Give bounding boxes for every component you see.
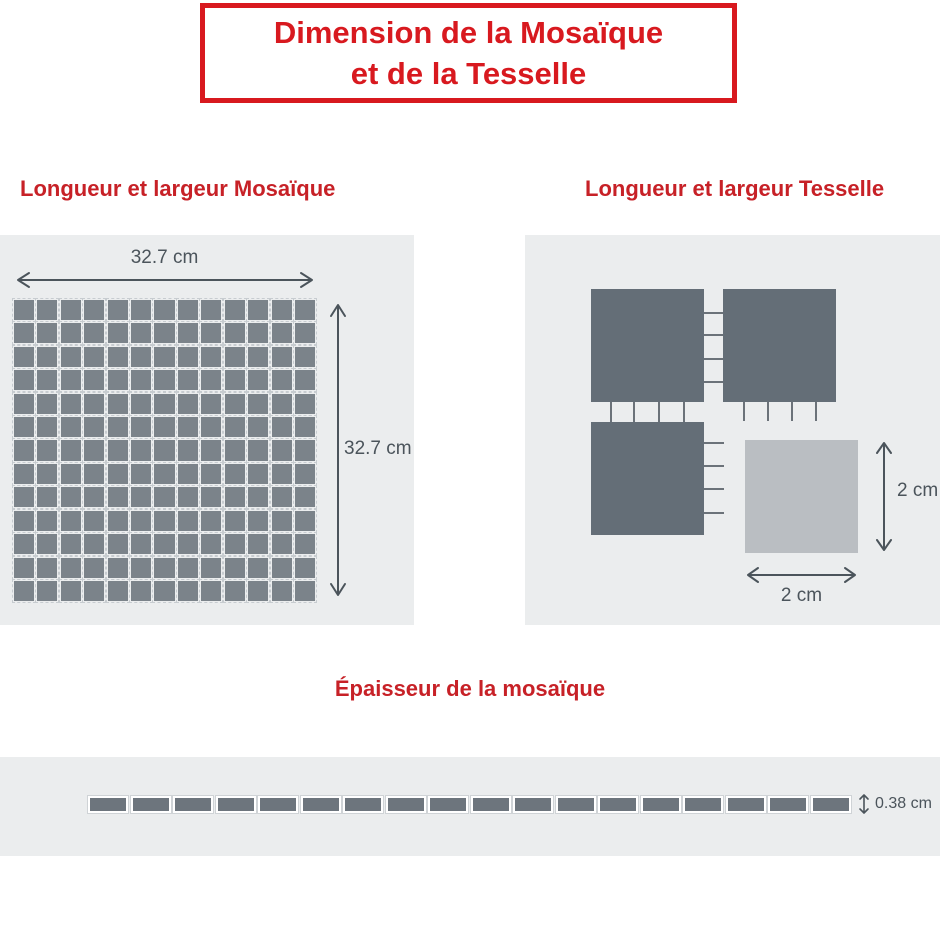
mosaic-cell: [178, 464, 198, 484]
mosaic-cell: [248, 394, 268, 414]
mosaic-cell: [248, 558, 268, 578]
mosaic-cell: [295, 511, 315, 531]
mosaic-cell: [61, 370, 81, 390]
mosaic-width-arrow-icon: [14, 271, 316, 289]
mosaic-cell: [61, 417, 81, 437]
mosaic-cell: [37, 581, 57, 601]
mosaic-cell: [131, 323, 151, 343]
mosaic-cell: [108, 323, 128, 343]
mosaic-cell: [61, 300, 81, 320]
mosaic-cell: [225, 534, 245, 554]
mosaic-cell: [178, 558, 198, 578]
mosaic-cell: [272, 394, 292, 414]
page-title-line2: et de la Tesselle: [350, 56, 587, 91]
grout-tick: [704, 312, 723, 314]
mosaic-cell: [272, 300, 292, 320]
grout-tick: [704, 465, 724, 467]
mosaic-cell: [37, 394, 57, 414]
tessera-width-label: 2 cm: [780, 585, 823, 606]
mosaic-cell: [154, 534, 174, 554]
mosaic-cell: [295, 394, 315, 414]
thickness-strip: [88, 796, 851, 813]
mosaic-cell: [108, 300, 128, 320]
mosaic-cell: [84, 558, 104, 578]
mosaic-cell: [108, 440, 128, 460]
mosaic-cell: [201, 534, 221, 554]
thickness-tile: [301, 796, 341, 813]
mosaic-cell: [84, 394, 104, 414]
mosaic-cell: [84, 487, 104, 507]
mosaic-cell: [272, 581, 292, 601]
mosaic-cell: [108, 511, 128, 531]
mosaic-cell: [154, 581, 174, 601]
thickness-tile: [173, 796, 213, 813]
mosaic-cell: [37, 417, 57, 437]
mosaic-cell: [14, 440, 34, 460]
mosaic-cell: [131, 440, 151, 460]
mosaic-cell: [37, 370, 57, 390]
mosaic-cell: [61, 487, 81, 507]
mosaic-cell: [201, 347, 221, 367]
mosaic-cell: [178, 440, 198, 460]
mosaic-cell: [295, 440, 315, 460]
tessera-tile: [591, 422, 704, 535]
title-box: [200, 3, 737, 103]
tessera-tile: [591, 289, 704, 402]
thickness-tile: [428, 796, 468, 813]
mosaic-cell: [14, 558, 34, 578]
grout-tick: [815, 402, 817, 421]
thickness-tile: [726, 796, 766, 813]
mosaic-cell: [201, 511, 221, 531]
mosaic-cell: [37, 300, 57, 320]
mosaic-cell: [201, 300, 221, 320]
mosaic-cell: [178, 347, 198, 367]
mosaic-cell: [154, 558, 174, 578]
mosaic-cell: [248, 300, 268, 320]
mosaic-cell: [154, 323, 174, 343]
mosaic-cell: [201, 440, 221, 460]
thickness-tile: [343, 796, 383, 813]
grout-tick: [683, 402, 685, 422]
mosaic-cell: [108, 347, 128, 367]
mosaic-cell: [201, 581, 221, 601]
thickness-tile: [131, 796, 171, 813]
mosaic-height-label: 32.7 cm: [344, 438, 412, 459]
mosaic-cell: [225, 394, 245, 414]
mosaic-cell: [131, 300, 151, 320]
grout-tick: [704, 381, 723, 383]
mosaic-grid: [14, 300, 315, 601]
mosaic-cell: [201, 558, 221, 578]
mosaic-cell: [272, 511, 292, 531]
mosaic-cell: [108, 394, 128, 414]
thickness-tile: [598, 796, 638, 813]
thickness-label: 0.38 cm: [875, 795, 932, 812]
mosaic-cell: [178, 581, 198, 601]
page-title-line1: Dimension de la Mosaïque: [273, 15, 664, 50]
mosaic-cell: [248, 464, 268, 484]
mosaic-cell: [14, 511, 34, 531]
mosaic-cell: [14, 300, 34, 320]
mosaic-cell: [37, 464, 57, 484]
mosaic-cell: [131, 464, 151, 484]
mosaic-cell: [131, 581, 151, 601]
tessera-panel: [525, 235, 940, 625]
grout-tick: [767, 402, 769, 421]
mosaic-cell: [295, 534, 315, 554]
mosaic-cell: [178, 534, 198, 554]
thickness-tile: [811, 796, 851, 813]
mosaic-cell: [272, 558, 292, 578]
thickness-tile: [513, 796, 553, 813]
mosaic-cell: [154, 440, 174, 460]
mosaic-cell: [154, 300, 174, 320]
mosaic-cell: [14, 370, 34, 390]
grout-tick: [704, 334, 723, 336]
tessera-width-arrow-icon: [745, 566, 858, 584]
thickness-band: [0, 757, 940, 856]
mosaic-cell: [178, 323, 198, 343]
mosaic-cell: [14, 581, 34, 601]
mosaic-cell: [37, 323, 57, 343]
thickness-tile: [641, 796, 681, 813]
mosaic-cell: [131, 417, 151, 437]
mosaic-cell: [131, 487, 151, 507]
mosaic-cell: [84, 581, 104, 601]
thickness-tile: [88, 796, 128, 813]
mosaic-cell: [61, 534, 81, 554]
mosaic-cell: [84, 347, 104, 367]
grout-tick: [743, 402, 745, 421]
mosaic-cell: [295, 464, 315, 484]
mosaic-cell: [272, 370, 292, 390]
mosaic-cell: [131, 511, 151, 531]
mosaic-cell: [201, 370, 221, 390]
mosaic-cell: [37, 534, 57, 554]
mosaic-cell: [248, 347, 268, 367]
mosaic-cell: [272, 487, 292, 507]
mosaic-cell: [248, 581, 268, 601]
grout-tick: [791, 402, 793, 421]
mosaic-cell: [131, 370, 151, 390]
mosaic-cell: [14, 323, 34, 343]
mosaic-cell: [248, 511, 268, 531]
mosaic-cell: [131, 558, 151, 578]
mosaic-cell: [108, 464, 128, 484]
mosaic-cell: [131, 394, 151, 414]
mosaic-cell: [154, 417, 174, 437]
mosaic-cell: [178, 394, 198, 414]
mosaic-cell: [272, 417, 292, 437]
mosaic-cell: [61, 347, 81, 367]
updown-arrow-icon: [858, 793, 870, 815]
mosaic-panel: [0, 235, 414, 625]
mosaic-cell: [154, 487, 174, 507]
mosaic-cell: [154, 511, 174, 531]
mosaic-cell: [201, 394, 221, 414]
mosaic-cell: [14, 347, 34, 367]
mosaic-cell: [14, 464, 34, 484]
grout-tick: [704, 358, 723, 360]
mosaic-cell: [201, 464, 221, 484]
mosaic-cell: [61, 440, 81, 460]
mosaic-cell: [37, 440, 57, 460]
mosaic-cell: [154, 464, 174, 484]
mosaic-cell: [37, 558, 57, 578]
grout-tick: [610, 402, 612, 422]
thickness-tile: [768, 796, 808, 813]
mosaic-cell: [131, 534, 151, 554]
mosaic-cell: [178, 300, 198, 320]
mosaic-cell: [154, 347, 174, 367]
mosaic-width-label: 32.7 cm: [130, 247, 199, 268]
mosaic-cell: [178, 487, 198, 507]
mosaic-cell: [295, 323, 315, 343]
mosaic-cell: [201, 323, 221, 343]
thickness-tile: [471, 796, 511, 813]
mosaic-cell: [225, 323, 245, 343]
mosaic-cell: [131, 347, 151, 367]
mosaic-cell: [84, 300, 104, 320]
mosaic-cell: [84, 417, 104, 437]
mosaic-cell: [248, 487, 268, 507]
mosaic-cell: [108, 370, 128, 390]
mosaic-cell: [84, 511, 104, 531]
mosaic-cell: [37, 347, 57, 367]
mosaic-cell: [154, 394, 174, 414]
thickness-section-heading: Épaisseur de la mosaïque: [334, 676, 606, 701]
mosaic-cell: [154, 370, 174, 390]
mosaic-cell: [84, 370, 104, 390]
thickness-tile: [216, 796, 256, 813]
mosaic-cell: [248, 417, 268, 437]
grout-tick: [704, 512, 724, 514]
mosaic-cell: [61, 558, 81, 578]
mosaic-cell: [272, 323, 292, 343]
tessera-height-label: 2 cm: [897, 480, 939, 501]
tessera-section-heading: Longueur et largeur Tesselle: [585, 176, 885, 201]
grout-tick: [704, 442, 724, 444]
mosaic-cell: [84, 440, 104, 460]
thickness-label-group: [858, 793, 932, 815]
mosaic-cell: [14, 394, 34, 414]
mosaic-cell: [225, 370, 245, 390]
mosaic-cell: [61, 394, 81, 414]
mosaic-cell: [178, 417, 198, 437]
mosaic-cell: [225, 417, 245, 437]
mosaic-cell: [201, 417, 221, 437]
mosaic-cell: [225, 581, 245, 601]
mosaic-cell: [225, 464, 245, 484]
mosaic-section-heading: Longueur et largeur Mosaïque: [20, 176, 336, 201]
thickness-tile: [258, 796, 298, 813]
mosaic-cell: [84, 534, 104, 554]
thickness-tile: [386, 796, 426, 813]
mosaic-cell: [178, 370, 198, 390]
mosaic-cell: [178, 511, 198, 531]
mosaic-cell: [248, 370, 268, 390]
thickness-tile: [556, 796, 596, 813]
mosaic-cell: [295, 558, 315, 578]
mosaic-cell: [14, 487, 34, 507]
mosaic-cell: [108, 487, 128, 507]
mosaic-cell: [295, 581, 315, 601]
mosaic-cell: [248, 534, 268, 554]
mosaic-cell: [248, 440, 268, 460]
mosaic-cell: [295, 417, 315, 437]
mosaic-cell: [225, 300, 245, 320]
mosaic-cell: [225, 347, 245, 367]
grout-tick: [658, 402, 660, 422]
mosaic-cell: [295, 487, 315, 507]
mosaic-cell: [248, 323, 268, 343]
mosaic-cell: [108, 417, 128, 437]
mosaic-cell: [84, 323, 104, 343]
grout-tick: [704, 488, 724, 490]
mosaic-cell: [84, 464, 104, 484]
mosaic-cell: [272, 347, 292, 367]
mosaic-cell: [14, 534, 34, 554]
mosaic-cell: [272, 534, 292, 554]
thickness-tile: [683, 796, 723, 813]
grout-tick: [633, 402, 635, 422]
mosaic-cell: [225, 558, 245, 578]
tessera-tile: [723, 289, 836, 402]
mosaic-cell: [201, 487, 221, 507]
mosaic-cell: [295, 347, 315, 367]
mosaic-cell: [61, 464, 81, 484]
tessera-height-arrow-icon: [875, 440, 893, 553]
mosaic-cell: [108, 558, 128, 578]
mosaic-cell: [61, 511, 81, 531]
mosaic-cell: [37, 487, 57, 507]
mosaic-cell: [272, 464, 292, 484]
mosaic-cell: [61, 581, 81, 601]
mosaic-cell: [14, 417, 34, 437]
mosaic-cell: [37, 511, 57, 531]
mosaic-cell: [225, 511, 245, 531]
mosaic-cell: [61, 323, 81, 343]
mosaic-cell: [295, 300, 315, 320]
mosaic-cell: [108, 581, 128, 601]
mosaic-cell: [225, 440, 245, 460]
mosaic-cell: [272, 440, 292, 460]
mosaic-cell: [108, 534, 128, 554]
mosaic-cell: [225, 487, 245, 507]
mosaic-cell: [295, 370, 315, 390]
tessera-tile-highlighted: [745, 440, 858, 553]
